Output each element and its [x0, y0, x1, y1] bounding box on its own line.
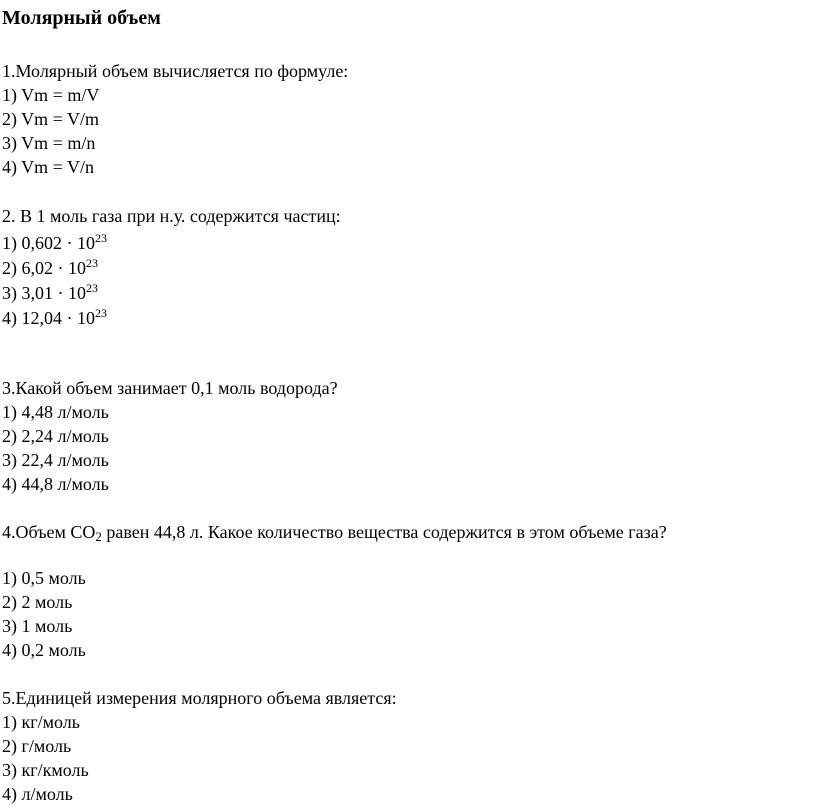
- question-1-option-2: 2) Vm = V/m: [2, 109, 99, 129]
- question-5-option-2: 2) г/моль: [2, 736, 72, 756]
- question-3-option-4: 4) 44,8 л/моль: [2, 474, 109, 494]
- question-4-option-3: 3) 1 моль: [2, 616, 73, 636]
- question-3-option-1: 1) 4,48 л/моль: [2, 402, 109, 422]
- option-text: 1) 0,602 · 10: [2, 233, 95, 253]
- document-title: Молярный объем: [2, 7, 161, 29]
- question-2-option-4: [2, 307, 107, 329]
- question-2-text: 2. В 1 моль газа при н.у. содержится частиц:: [2, 206, 341, 226]
- question-4-option-2: 2) 2 моль: [2, 592, 73, 612]
- exponent: 23: [95, 306, 107, 320]
- question-4-suffix: равен 44,8 л. Какое количество вещества содержится в этом объеме газа?: [101, 522, 667, 542]
- subscript: 2: [95, 529, 102, 544]
- question-4-option-4: 4) 0,2 моль: [2, 640, 86, 660]
- question-5-text: 5.Единицей измерения молярного объема является:: [2, 688, 397, 708]
- question-3-text: 3.Какой объем занимает 0,1 моль водорода?: [2, 378, 338, 398]
- question-1-text: 1.Молярный объем вычисляется по формуле:: [2, 61, 349, 81]
- question-1-option-3: 3) Vm = m/n: [2, 133, 96, 153]
- question-4-prefix: 4.Объем СО: [2, 522, 96, 542]
- option-text: 4) 12,04 · 10: [2, 308, 95, 328]
- question-5-option-4: 4) л/моль: [2, 784, 73, 804]
- question-4-option-1: 1) 0,5 моль: [2, 568, 86, 588]
- question-2-option-2: [2, 257, 98, 279]
- question-3-option-2: 2) 2,24 л/моль: [2, 426, 109, 446]
- exponent: 23: [86, 256, 98, 270]
- option-text: 3) 3,01 · 10: [2, 283, 86, 303]
- question-3-option-3: 3) 22,4 л/моль: [2, 450, 109, 470]
- question-4-text: [2, 521, 667, 543]
- question-2-option-1: [2, 232, 107, 254]
- question-1-option-4: 4) Vm = V/n: [2, 157, 94, 177]
- exponent: 23: [86, 281, 98, 295]
- exponent: 23: [95, 231, 107, 245]
- question-1-option-1: 1) Vm = m/V: [2, 85, 100, 105]
- question-5-option-1: 1) кг/моль: [2, 712, 80, 732]
- question-2-option-3: [2, 282, 98, 304]
- option-text: 2) 6,02 · 10: [2, 258, 86, 278]
- question-5-option-3: 3) кг/кмоль: [2, 760, 89, 780]
